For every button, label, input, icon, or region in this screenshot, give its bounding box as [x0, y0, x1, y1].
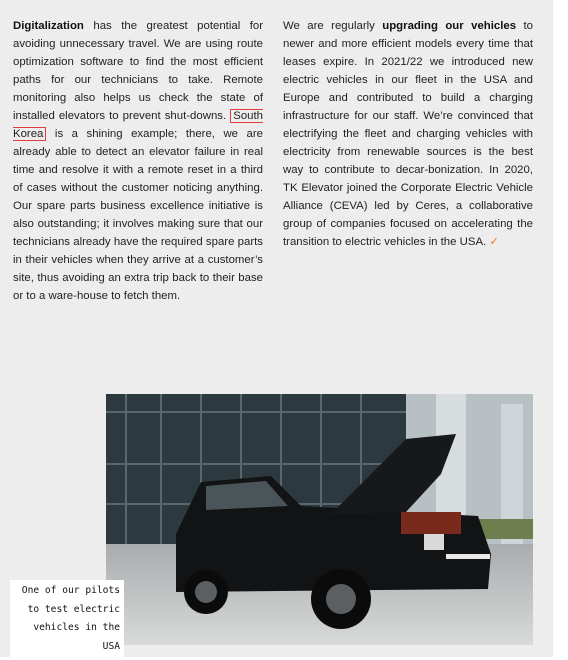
checkmark-icon: ✓ — [486, 236, 499, 248]
right-text-column — [283, 17, 533, 251]
electric-truck-photo — [106, 394, 533, 645]
paragraph-vehicles: We are regularly upgrading our vehicles to newer and more efficient models every time that leases expire. In 2021/22 we introduced new electric vehicles in our fleet in the USA and Europe and contributed to build a charging infrastructure for our staff. We’re convinced that electrifying the fleet and charging vehicles with electricity from renewable sources is the best way to contribute to decar-bonization. In 2020, TK Elevator joined the Corporate Electric Vehicle Alliance (CEVA) led by Ceres, a collaborative group of companies focused on accelerating the transition to electric vehicles in the USA. ✓ — [283, 20, 533, 248]
electric-truck-illustration — [106, 394, 533, 645]
photo-caption: One of our pilots to test electric vehicles in the USA — [10, 580, 124, 660]
bold-term-upgrading: upgrading our vehicles — [382, 20, 517, 32]
paragraph-digitalization: Digitalization has the greatest potential for avoiding unnecessary travel. We are using route optimization software to find the most efficient paths for our technicians to take. Remote monitoring also helps us check the state of installed elevators to prevent shut-downs. South Korea is a shining example; there, we are already able to detect an elevator failure in real time and resolve it with a remote reset in a third of cases without the customer noticing anything. Our spare parts business excellence initiative is also outstanding; it involves making sure that our technicians already have the required spare parts in their vehicles when they arrive at a customer’s site, thus avoiding an extra trip back to their base or to a ware-house to fetch them. — [13, 20, 263, 302]
left-text-column — [13, 17, 263, 305]
bold-term-digitalization: Digitalization — [13, 20, 84, 32]
highlighted-south-korea: South Korea — [13, 110, 263, 140]
